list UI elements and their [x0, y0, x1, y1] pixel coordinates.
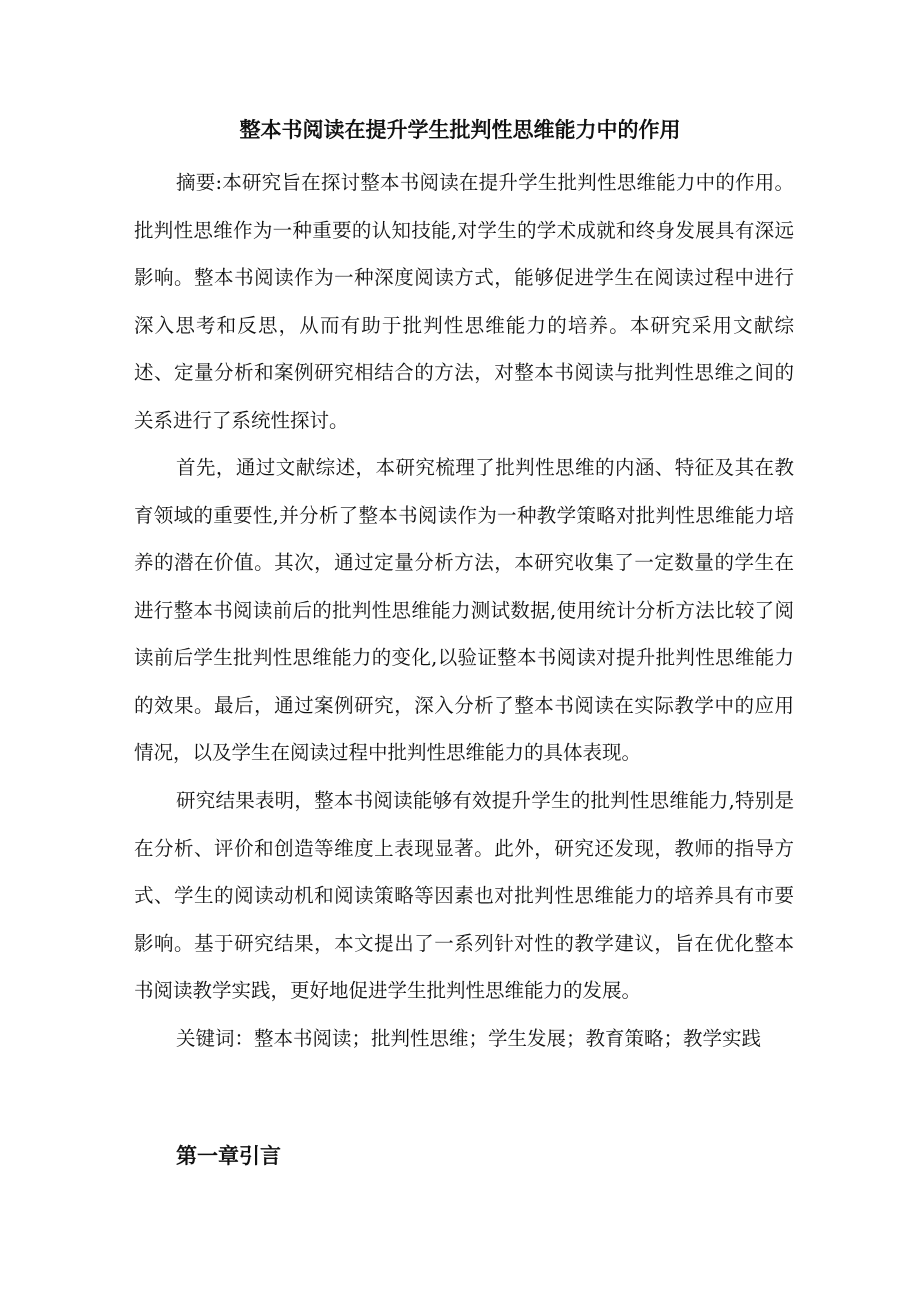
abstract-paragraph: 摘要:本研究旨在探讨整本书阅读在提升学生批判性思维能力中的作用。批判性思维作为一种重要的认知技能,对学生的学术成就和终身发展具有深远影响。整本书阅读作为一种深度阅读方式，能够促进学生在阅读过程中进行深入思考和反思，从而有助于批判性思维能力的培养。本研究采用文献综述、定量分析和案例研究相结合的方法，对整本书阅读与批判性思维之间的关系进行了系统性探讨。 — [134, 171, 794, 432]
document-title: 整本书阅读在提升学生批判性思维能力中的作用 — [239, 118, 681, 142]
method-paragraph: 首先，通过文献综述，本研究梳理了批判性思维的内涵、特征及其在教育领域的重要性,并分析了整本书阅读作为一种教学策略对批判性思维能力培养的潜在价值。其次，通过定量分析方法，本研究收集了一定数量的学生在进行整本书阅读前后的批判性思维能力测试数据,使用统计分析方法比较了阅读前后学生批判性思维能力的变化,以验证整本书阅读对提升批判性思维能力的效果。最后，通过案例研究，深入分析了整本书阅读在实际教学中的应用情况，以及学生在阅读过程中批判性思维能力的具体表现。 — [134, 456, 794, 764]
results-paragraph: 研究结果表明，整本书阅读能够有效提升学生的批判性思维能力,特别是在分析、评价和创造等维度上表现显著。此外，研究还发现，教师的指导方式、学生的阅读动机和阅读策略等因素也对批判性思维能力的培养具有市要影响。基于研究结果，本文提出了一系列针对性的教学建议，旨在优化整本书阅读教学实践，更好地促进学生批判性思维能力的发展。 — [134, 789, 794, 1002]
chapter-heading: 第一章引言 — [176, 1144, 281, 1168]
keywords-paragraph: 关键词：整本书阅读；批判性思维；学生发展；教育策略；教学实践 — [176, 1027, 762, 1050]
